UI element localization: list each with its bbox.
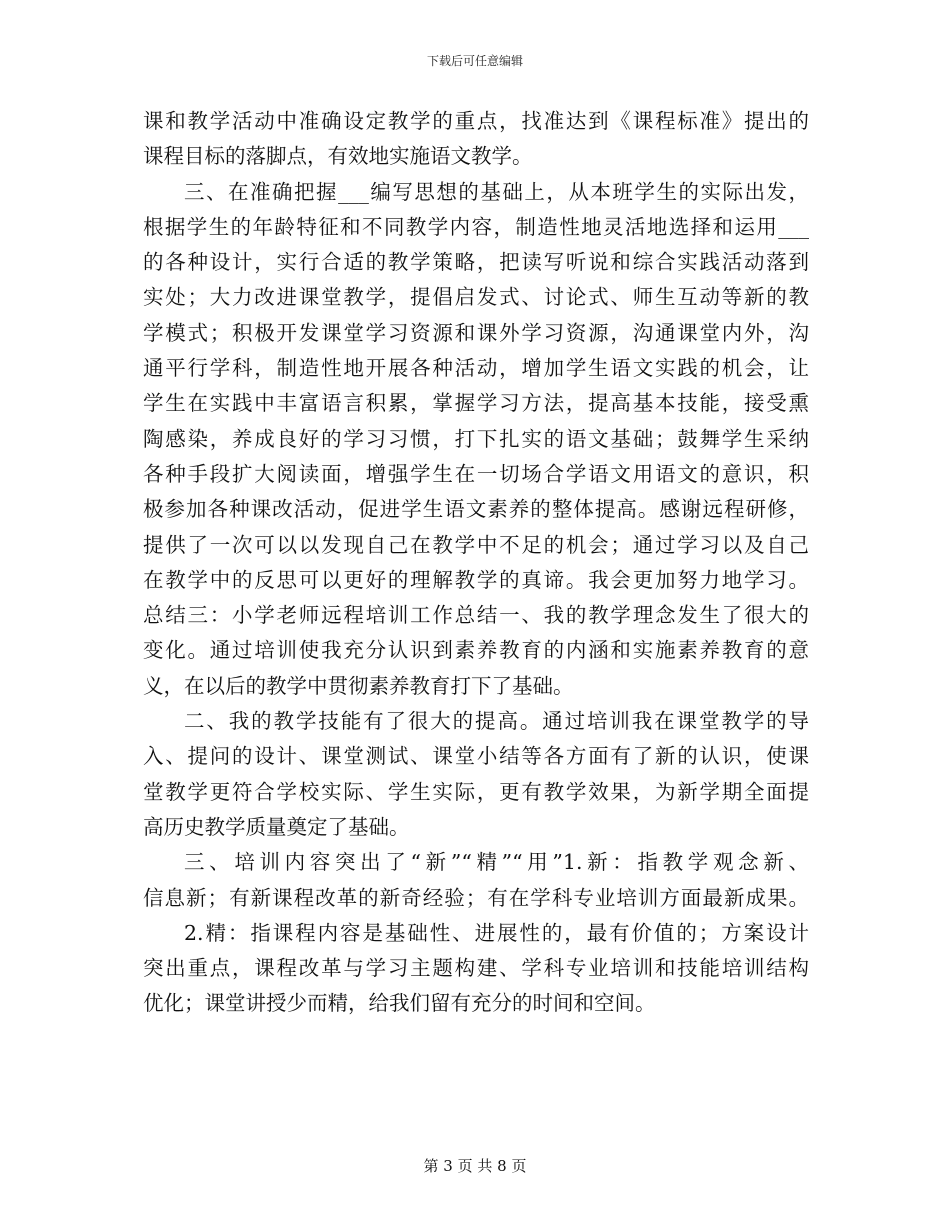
page-number: 第 3 页 共 8 页: [423, 1157, 527, 1175]
body-line: 优化；课堂讲授少而精，给我们留有充分的时间和空间。: [143, 991, 656, 1016]
document-body: [143, 104, 809, 1022]
body-line: 课程目标的落脚点，有效地实施语文教学。: [143, 144, 533, 169]
body-line: 极参加各种课改活动，促进学生语文素养的整体提高。感谢远程研修，: [143, 497, 809, 522]
body-line: 根据学生的年龄特征和不同教学内容，制造性地灵活地选择和运用___: [143, 214, 809, 239]
body-line: 在教学中的反思可以更好的理解教学的真谛。我会更加努力地学习。: [143, 567, 809, 592]
body-line: 入、提问的设计、课堂测试、课堂小结等各方面有了新的认识，使课: [143, 744, 809, 769]
body-line: 2.精：指课程内容是基础性、进展性的，最有价值的；方案设计: [184, 920, 809, 945]
body-line: 三、在准确把握___编写思想的基础上，从本班学生的实际出发，: [184, 179, 809, 204]
body-line: 陶感染，养成良好的学习习惯，打下扎实的语文基础；鼓舞学生采纳: [143, 426, 809, 451]
body-line: 三、培训内容突出了“新”“精”“用”1.新：指教学观念新、: [184, 850, 809, 875]
body-line: 提供了一次可以以发现自己在教学中不足的机会；通过学习以及自己: [143, 532, 809, 557]
body-line: 学生在实践中丰富语言积累，掌握学习方法，提高基本技能，接受熏: [143, 391, 809, 416]
body-line: 通平行学科，制造性地开展各种活动，增加学生语文实践的机会，让: [143, 356, 809, 381]
body-line: 的各种设计，实行合适的教学策略，把读写听说和综合实践活动落到: [143, 250, 809, 275]
body-line: 变化。通过培训使我充分认识到素养教育的内涵和实施素养教育的意: [143, 638, 809, 663]
body-line: 二、我的教学技能有了很大的提高。通过培训我在课堂教学的导: [184, 709, 809, 734]
body-line: 堂教学更符合学校实际、学生实际，更有教学效果，为新学期全面提: [143, 779, 809, 804]
body-line: 义，在以后的教学中贯彻素养教育打下了基础。: [143, 673, 574, 698]
body-line: 信息新；有新课程改革的新奇经验；有在学科专业培训方面最新成果。: [143, 885, 809, 910]
body-line: 突出重点，课程改革与学习主题构建、学科专业培训和技能培训结构: [143, 956, 809, 981]
body-line: 总结三：小学老师远程培训工作总结一、我的教学理念发生了很大的: [143, 603, 809, 628]
body-line: 高历史教学质量奠定了基础。: [143, 814, 410, 839]
body-line: 实处；大力改进课堂教学，提倡启发式、讨论式、师生互动等新的教: [143, 285, 809, 310]
body-line: 各种手段扩大阅读面，增强学生在一切场合学语文用语文的意识，积: [143, 461, 809, 486]
page-header: 下载后可任意编辑: [426, 54, 523, 68]
body-line: 学模式；积极开发课堂学习资源和课外学习资源，沟通课堂内外，沟: [143, 320, 809, 345]
body-line: 课和教学活动中准确设定教学的重点，找准达到《课程标准》提出的: [143, 109, 809, 133]
